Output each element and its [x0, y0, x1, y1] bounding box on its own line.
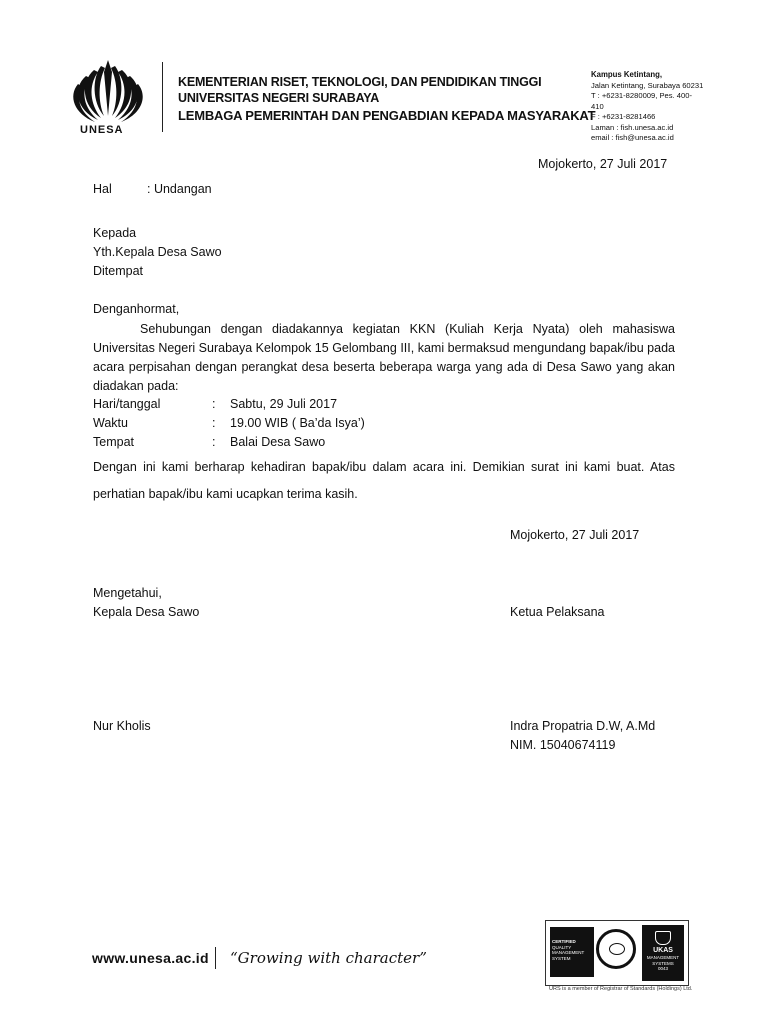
logo-wordmark: UNESA — [80, 124, 124, 136]
recipient-name: Yth.Kepala Desa Sawo — [93, 245, 222, 259]
cert-left-sub2: MANAGEMENT — [552, 950, 585, 955]
footer-divider — [215, 947, 216, 969]
university-name: UNIVERSITAS NEGERI SURABAYA — [178, 91, 380, 105]
detail-value-date: Sabtu, 29 Juli 2017 — [230, 397, 338, 411]
recipient-place: Ditempat — [93, 264, 144, 278]
campus-address: Jalan Ketintang, Surabaya 60231 — [591, 80, 704, 90]
ukas-sub1: MANAGEMENT — [646, 955, 680, 960]
cert-left-label: CERTIFIED — [552, 939, 576, 944]
certification-seal-icon — [596, 929, 636, 969]
footer-website: www.unesa.ac.id — [92, 950, 209, 966]
campus-phone: T : +6231-8280009, Pes. 400- — [591, 91, 692, 100]
campus-phone-ext: 410 — [591, 101, 604, 111]
letter-date-top: Mojokerto, 27 Juli 2017 — [538, 157, 668, 171]
signer-left-name: Nur Kholis — [93, 719, 151, 733]
certified-quality-icon — [550, 927, 594, 977]
footer-tagline: “Growing with character” — [230, 949, 427, 967]
greeting: Denganhormat, — [93, 302, 180, 316]
recipient-to: Kepada — [93, 226, 137, 240]
ukas-code: 0043 — [657, 966, 668, 971]
subject-value: : Undangan — [147, 182, 212, 196]
detail-value-time: 19.00 WIB ( Ba’da Isya’) — [230, 416, 365, 430]
signer-left-title: Kepala Desa Sawo — [93, 605, 200, 619]
signer-right-nim: NIM. 15040674119 — [510, 738, 616, 752]
cert-left-sub3: SYSTEM — [552, 955, 571, 961]
campus-name: Kampus Ketintang, — [591, 70, 663, 79]
detail-colon: : — [212, 416, 216, 430]
header-divider — [162, 62, 163, 132]
detail-colon: : — [212, 397, 216, 411]
detail-value-place: Balai Desa Sawo — [230, 435, 326, 449]
campus-email: email : fish@unesa.ac.id — [591, 133, 674, 142]
signer-right-name: Indra Propatria D.W, A.Md — [510, 719, 656, 733]
campus-website: Laman : fish.unesa.ac.id — [591, 122, 674, 132]
detail-label-date: Hari/tanggal — [93, 397, 161, 411]
campus-fax: F : +6231-8281466 — [591, 112, 656, 121]
ukas-label: UKAS — [653, 947, 673, 954]
ukas-icon — [642, 925, 684, 981]
unesa-logo-icon — [68, 58, 148, 124]
certification-note: URS is a member of Registrar of Standards (Holdings) Ltd. — [549, 986, 693, 992]
detail-label-place: Tempat — [93, 435, 134, 449]
acknowledged-label: Mengetahui, — [93, 586, 162, 600]
closing-paragraph: Dengan ini kami berharap kehadiran bapak/ibu dalam acara ini. Demikian surat ini kami buat. Atas perhatian bapak/ibu kami ucapkan terima kasih. — [93, 460, 675, 501]
ukas-sub2: SYSTEMS — [652, 960, 674, 966]
detail-label-time: Waktu — [93, 416, 128, 430]
letter-date-bottom: Mojokerto, 27 Juli 2017 — [510, 528, 640, 542]
contact-block — [591, 70, 721, 144]
cert-left-sub1: QUALITY — [552, 944, 572, 950]
subject-label: Hal — [93, 182, 112, 196]
institute-name: LEMBAGA PEMERINTAH DAN PENGABDIAN KEPADA MASYARAKAT — [178, 108, 596, 123]
detail-colon: : — [212, 435, 216, 449]
ministry-name: KEMENTERIAN RISET, TEKNOLOGI, DAN PENDIDIKAN TINGGI — [178, 75, 542, 89]
signer-right-title: Ketua Pelaksana — [510, 605, 605, 619]
certification-badge — [545, 920, 689, 986]
body-paragraph: Sehubungan dengan diadakannya kegiatan KKN (Kuliah Kerja Nyata) oleh mahasiswa Universitas Negeri Surabaya Kelompok 15 Gelombang III, kami bermaksud mengundang bapak/ibu pada acara perpisahan dengan perangkat desa beserta beberapa warga yang ada di Desa Sawo yang akan diadakan pada: — [93, 322, 675, 393]
